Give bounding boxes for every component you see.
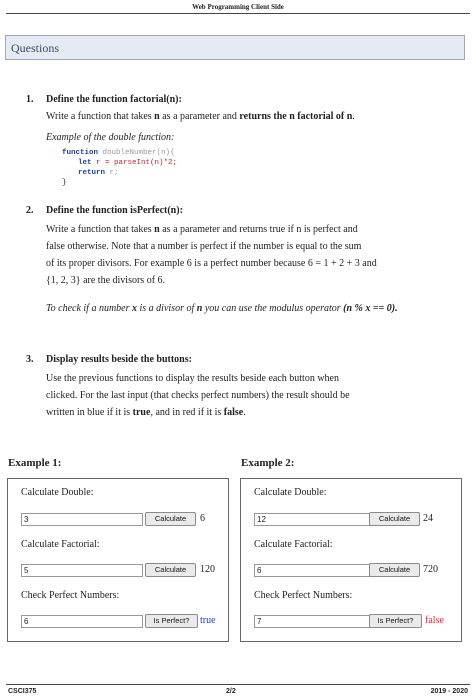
q1-desc-mid: as a parameter and bbox=[159, 111, 240, 122]
code-line-1 bbox=[62, 148, 177, 158]
q2-hint-x: x bbox=[132, 303, 138, 314]
ex1-factorial-calculate-button[interactable]: Calculate bbox=[145, 563, 196, 577]
example-1-title: Example 1: bbox=[8, 457, 62, 469]
q2-line1-post: as a parameter and returns true if n is perfect and bbox=[159, 224, 358, 235]
ex2-is-perfect-button[interactable]: Is Perfect? bbox=[369, 614, 422, 628]
question-2-hint bbox=[46, 300, 466, 317]
questions-heading: Questions bbox=[11, 41, 59, 55]
ex2-factorial-calculate-button[interactable]: Calculate bbox=[369, 563, 420, 577]
example-1-panel bbox=[7, 478, 229, 642]
q3-line3-mid: , and in red if it is bbox=[150, 407, 224, 418]
question-2-body bbox=[46, 202, 466, 317]
ex2-double-calculate-button[interactable]: Calculate bbox=[369, 512, 420, 526]
question-2-title: Define the function isPerfect(n): bbox=[46, 205, 183, 216]
q1-desc-pre: Write a function that takes bbox=[46, 111, 155, 122]
question-2-line-4: {1, 2, 3} are the divisors of 6. bbox=[46, 275, 166, 286]
ex2-double-input[interactable]: 12 bbox=[254, 513, 376, 526]
q2-line1-n: n bbox=[154, 224, 160, 235]
code-keyword-function: function bbox=[62, 149, 99, 157]
question-2-number: 2. bbox=[26, 205, 34, 216]
question-1-body bbox=[46, 91, 466, 146]
q2-hint-pre: To check if a number bbox=[46, 303, 133, 314]
ex1-perfect-label: Check Perfect Numbers: bbox=[21, 590, 120, 601]
footer-divider bbox=[6, 684, 470, 685]
footer-year: 2019 - 2020 bbox=[430, 688, 468, 695]
ex2-factorial-input[interactable]: 6 bbox=[254, 564, 376, 577]
questions-section-header bbox=[5, 35, 465, 60]
ex2-perfect-result: false bbox=[425, 615, 444, 626]
footer-page-number: 2/2 bbox=[226, 688, 236, 695]
ex1-factorial-input[interactable]: 5 bbox=[21, 564, 143, 577]
ex1-double-label: Calculate Double: bbox=[21, 487, 94, 498]
q2-hint-n: n bbox=[196, 303, 203, 314]
ex1-factorial-result: 120 bbox=[200, 564, 215, 575]
q2-hint-operator: (n % x == 0). bbox=[343, 303, 398, 314]
question-2-line-1 bbox=[46, 221, 466, 238]
q3-line3-end: . bbox=[243, 407, 246, 418]
code-keyword-return: return bbox=[78, 169, 106, 177]
question-1-description bbox=[46, 108, 466, 125]
ex2-double-result: 24 bbox=[423, 513, 433, 524]
example-2-panel bbox=[240, 478, 462, 642]
header-divider bbox=[6, 13, 470, 14]
q2-line1-pre: Write a function that takes bbox=[46, 224, 155, 235]
q2-hint-post: you can use the modulus operator bbox=[202, 303, 344, 314]
question-2-line-2: false otherwise. Note that a number is perfect if the number is equal to the sum bbox=[46, 241, 362, 252]
example-2-title: Example 2: bbox=[241, 457, 295, 469]
question-3-line-3 bbox=[46, 404, 466, 421]
q1-desc-bold: returns the n factorial of n bbox=[239, 111, 353, 122]
ex1-double-result: 6 bbox=[200, 513, 205, 524]
code-line-1-rest: doubleNumber(n){ bbox=[98, 149, 175, 157]
q1-desc-end: . bbox=[352, 111, 355, 122]
code-line-3-rest: r; bbox=[105, 169, 119, 177]
question-3-number: 3. bbox=[26, 354, 34, 365]
q3-line3-true: true bbox=[132, 407, 151, 418]
question-3-title: Display results beside the buttons: bbox=[46, 354, 192, 365]
question-1-number: 1. bbox=[26, 94, 34, 105]
ex1-is-perfect-button[interactable]: Is Perfect? bbox=[145, 614, 198, 628]
code-line-2 bbox=[62, 158, 177, 168]
code-keyword-let: let bbox=[78, 159, 92, 167]
ex2-perfect-input[interactable]: 7 bbox=[254, 615, 376, 628]
q3-line3-pre: written in blue if it is bbox=[46, 407, 133, 418]
ex2-perfect-label: Check Perfect Numbers: bbox=[254, 590, 353, 601]
code-line-2-rest: r = parseInt(n)*2; bbox=[91, 159, 178, 167]
question-3-body bbox=[46, 351, 466, 421]
question-3-line-1: Use the previous functions to display the results beside each button when bbox=[46, 373, 339, 384]
ex1-double-input[interactable]: 3 bbox=[21, 513, 143, 526]
code-line-4: } bbox=[62, 179, 67, 187]
question-2-line-3: of its proper divisors. For example 6 is a perfect number because 6 = 1 + 2 + 3 and bbox=[46, 258, 377, 269]
ex2-factorial-result: 720 bbox=[423, 564, 438, 575]
code-example bbox=[62, 148, 177, 188]
question-1-example-label: Example of the double function: bbox=[46, 132, 175, 143]
q1-desc-n: n bbox=[154, 111, 160, 122]
q3-line3-false: false bbox=[223, 407, 244, 418]
question-1-title: Define the function factorial(n): bbox=[46, 94, 182, 105]
question-3-line-2: clicked. For the last input (that checks perfect numbers) the result should be bbox=[46, 390, 350, 401]
footer-course: CSCI375 bbox=[8, 688, 37, 695]
code-line-3 bbox=[62, 168, 177, 178]
ex2-double-label: Calculate Double: bbox=[254, 487, 327, 498]
q2-hint-mid: is a divisor of bbox=[137, 303, 197, 314]
ex1-double-calculate-button[interactable]: Calculate bbox=[145, 512, 196, 526]
ex1-perfect-input[interactable]: 6 bbox=[21, 615, 143, 628]
ex1-perfect-result: true bbox=[200, 615, 216, 626]
ex1-factorial-label: Calculate Factorial: bbox=[21, 539, 100, 550]
ex2-factorial-label: Calculate Factorial: bbox=[254, 539, 333, 550]
document-header-title: Web Programming Client Side bbox=[192, 3, 284, 11]
